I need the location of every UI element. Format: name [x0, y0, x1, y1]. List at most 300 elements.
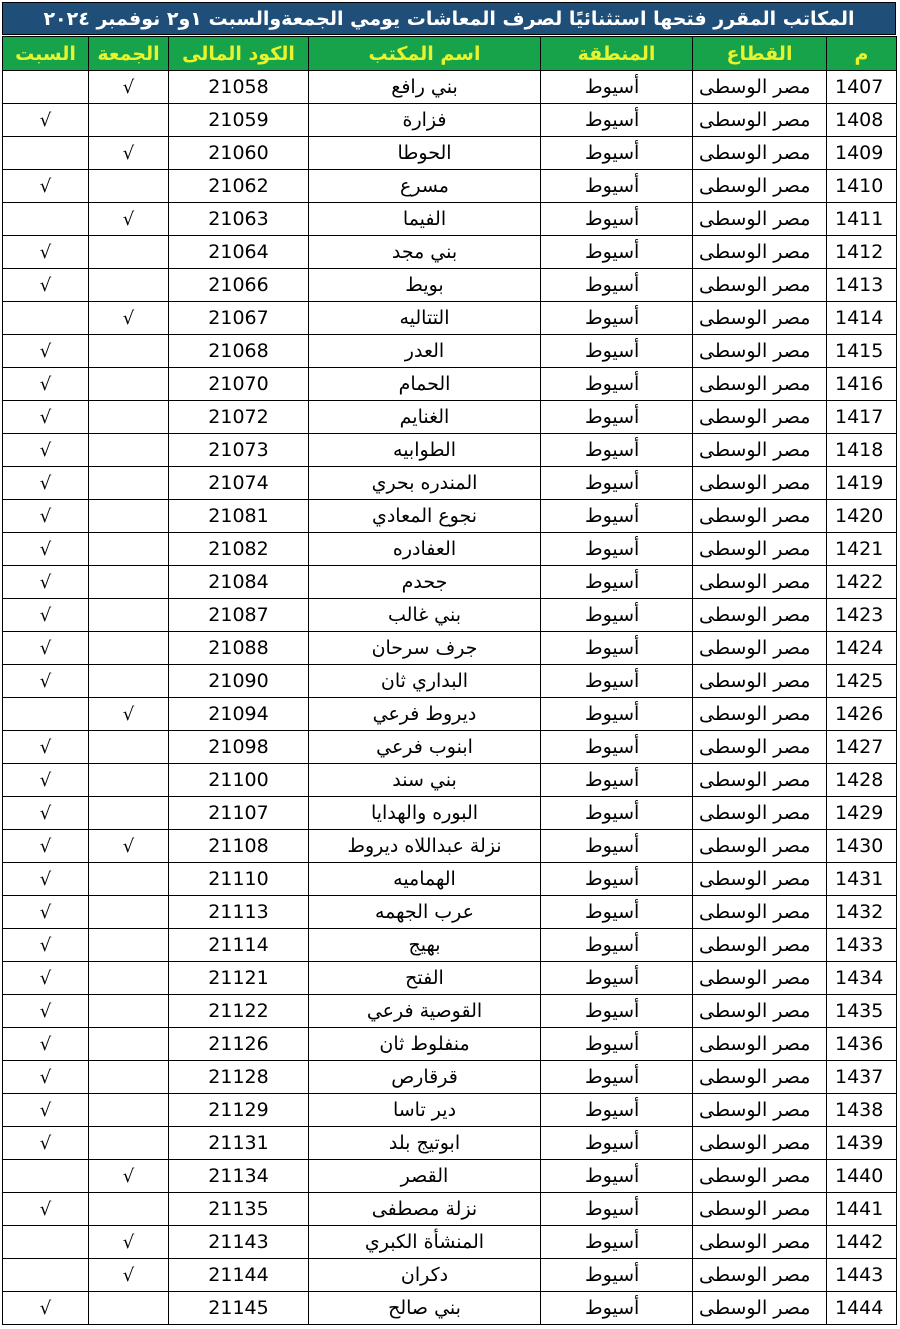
cell-num: 1430 [827, 830, 897, 863]
cell-friday [89, 731, 169, 764]
cell-num: 1425 [827, 665, 897, 698]
cell-saturday: √ [3, 1094, 89, 1127]
table-row [3, 962, 897, 995]
cell-friday [89, 1193, 169, 1226]
cell-saturday: √ [3, 599, 89, 632]
header-num: م [827, 37, 897, 71]
cell-region: أسيوط [541, 797, 693, 830]
cell-sector: مصر الوسطى [693, 137, 827, 170]
table-row [3, 236, 897, 269]
cell-saturday: √ [3, 929, 89, 962]
cell-code: 21122 [169, 995, 309, 1028]
table-row [3, 764, 897, 797]
cell-friday [89, 929, 169, 962]
cell-region: أسيوط [541, 995, 693, 1028]
header-sector: القطاع [693, 37, 827, 71]
cell-num: 1442 [827, 1226, 897, 1259]
cell-code: 21074 [169, 467, 309, 500]
cell-code: 21064 [169, 236, 309, 269]
cell-sector: مصر الوسطى [693, 1028, 827, 1061]
table-row [3, 533, 897, 566]
cell-sector: مصر الوسطى [693, 1061, 827, 1094]
cell-office: المندره بحري [309, 467, 541, 500]
cell-friday [89, 434, 169, 467]
cell-num: 1418 [827, 434, 897, 467]
cell-sector: مصر الوسطى [693, 500, 827, 533]
table-row [3, 1028, 897, 1061]
cell-num: 1412 [827, 236, 897, 269]
cell-saturday: √ [3, 533, 89, 566]
cell-friday [89, 599, 169, 632]
table-row [3, 1193, 897, 1226]
cell-friday [89, 995, 169, 1028]
cell-friday: √ [89, 137, 169, 170]
table-row [3, 1160, 897, 1193]
cell-num: 1434 [827, 962, 897, 995]
cell-saturday: √ [3, 566, 89, 599]
cell-friday [89, 632, 169, 665]
cell-office: الحمام [309, 368, 541, 401]
cell-code: 21082 [169, 533, 309, 566]
cell-code: 21090 [169, 665, 309, 698]
cell-num: 1421 [827, 533, 897, 566]
cell-region: أسيوط [541, 269, 693, 302]
cell-sector: مصر الوسطى [693, 236, 827, 269]
cell-office: دير تاسا [309, 1094, 541, 1127]
cell-friday: √ [89, 830, 169, 863]
cell-num: 1420 [827, 500, 897, 533]
table-row [3, 995, 897, 1028]
cell-code: 21126 [169, 1028, 309, 1061]
cell-region: أسيوط [541, 1226, 693, 1259]
cell-code: 21068 [169, 335, 309, 368]
cell-region: أسيوط [541, 203, 693, 236]
table-row [3, 71, 897, 104]
cell-sector: مصر الوسطى [693, 269, 827, 302]
cell-office: جرف سرحان [309, 632, 541, 665]
cell-num: 1433 [827, 929, 897, 962]
cell-office: الحوطا [309, 137, 541, 170]
cell-region: أسيوط [541, 1160, 693, 1193]
cell-friday: √ [89, 1259, 169, 1292]
cell-saturday [3, 137, 89, 170]
cell-saturday: √ [3, 731, 89, 764]
cell-office: بهيج [309, 929, 541, 962]
cell-sector: مصر الوسطى [693, 599, 827, 632]
cell-num: 1407 [827, 71, 897, 104]
cell-region: أسيوط [541, 566, 693, 599]
cell-region: أسيوط [541, 764, 693, 797]
cell-code: 21081 [169, 500, 309, 533]
cell-office: العدر [309, 335, 541, 368]
cell-region: أسيوط [541, 434, 693, 467]
cell-code: 21063 [169, 203, 309, 236]
cell-code: 21128 [169, 1061, 309, 1094]
cell-office: فزارة [309, 104, 541, 137]
cell-friday [89, 863, 169, 896]
cell-code: 21129 [169, 1094, 309, 1127]
cell-saturday: √ [3, 1292, 89, 1325]
cell-friday [89, 335, 169, 368]
cell-num: 1426 [827, 698, 897, 731]
cell-saturday: √ [3, 1193, 89, 1226]
cell-sector: مصر الوسطى [693, 1127, 827, 1160]
table-row [3, 335, 897, 368]
cell-saturday: √ [3, 764, 89, 797]
cell-sector: مصر الوسطى [693, 1226, 827, 1259]
cell-region: أسيوط [541, 1127, 693, 1160]
cell-sector: مصر الوسطى [693, 71, 827, 104]
cell-saturday: √ [3, 401, 89, 434]
cell-region: أسيوط [541, 665, 693, 698]
cell-sector: مصر الوسطى [693, 1094, 827, 1127]
cell-friday [89, 1292, 169, 1325]
cell-office: الهماميه [309, 863, 541, 896]
cell-code: 21059 [169, 104, 309, 137]
cell-office: نزلة مصطفى [309, 1193, 541, 1226]
cell-office: بني مجد [309, 236, 541, 269]
cell-sector: مصر الوسطى [693, 104, 827, 137]
cell-code: 21134 [169, 1160, 309, 1193]
cell-saturday: √ [3, 830, 89, 863]
table-row [3, 566, 897, 599]
cell-friday [89, 1061, 169, 1094]
cell-saturday [3, 203, 89, 236]
cell-code: 21098 [169, 731, 309, 764]
cell-code: 21070 [169, 368, 309, 401]
cell-office: دكران [309, 1259, 541, 1292]
cell-office: العفادره [309, 533, 541, 566]
cell-region: أسيوط [541, 104, 693, 137]
cell-num: 1429 [827, 797, 897, 830]
cell-office: المنشأة الكبري [309, 1226, 541, 1259]
cell-code: 21110 [169, 863, 309, 896]
cell-code: 21088 [169, 632, 309, 665]
cell-friday [89, 962, 169, 995]
cell-friday [89, 500, 169, 533]
cell-code: 21113 [169, 896, 309, 929]
cell-sector: مصر الوسطى [693, 962, 827, 995]
cell-region: أسيوط [541, 962, 693, 995]
cell-sector: مصر الوسطى [693, 797, 827, 830]
cell-sector: مصر الوسطى [693, 1259, 827, 1292]
cell-region: أسيوط [541, 335, 693, 368]
cell-region: أسيوط [541, 830, 693, 863]
cell-region: أسيوط [541, 698, 693, 731]
cell-office: بويط [309, 269, 541, 302]
cell-num: 1423 [827, 599, 897, 632]
cell-sector: مصر الوسطى [693, 830, 827, 863]
cell-friday [89, 1028, 169, 1061]
cell-saturday: √ [3, 995, 89, 1028]
cell-office: ابوتيج بلد [309, 1127, 541, 1160]
cell-num: 1444 [827, 1292, 897, 1325]
cell-num: 1443 [827, 1259, 897, 1292]
table-row [3, 137, 897, 170]
cell-saturday: √ [3, 632, 89, 665]
cell-office: بني صالح [309, 1292, 541, 1325]
cell-sector: مصر الوسطى [693, 896, 827, 929]
cell-num: 1409 [827, 137, 897, 170]
cell-code: 21145 [169, 1292, 309, 1325]
cell-friday [89, 1127, 169, 1160]
cell-saturday: √ [3, 863, 89, 896]
table-row [3, 797, 897, 830]
table-row [3, 1061, 897, 1094]
cell-saturday: √ [3, 797, 89, 830]
header-office: اسم المكتب [309, 37, 541, 71]
cell-sector: مصر الوسطى [693, 1292, 827, 1325]
cell-code: 21135 [169, 1193, 309, 1226]
cell-code: 21060 [169, 137, 309, 170]
cell-region: أسيوط [541, 236, 693, 269]
table-row [3, 500, 897, 533]
cell-friday [89, 104, 169, 137]
cell-office: الفتح [309, 962, 541, 995]
cell-code: 21143 [169, 1226, 309, 1259]
cell-sector: مصر الوسطى [693, 863, 827, 896]
cell-saturday [3, 698, 89, 731]
cell-sector: مصر الوسطى [693, 995, 827, 1028]
header-row [3, 37, 897, 71]
cell-num: 1410 [827, 170, 897, 203]
cell-code: 21073 [169, 434, 309, 467]
cell-saturday: √ [3, 368, 89, 401]
cell-code: 21062 [169, 170, 309, 203]
cell-num: 1413 [827, 269, 897, 302]
cell-saturday [3, 71, 89, 104]
cell-office: قرقارص [309, 1061, 541, 1094]
cell-office: ابنوب فرعي [309, 731, 541, 764]
cell-num: 1439 [827, 1127, 897, 1160]
cell-region: أسيوط [541, 1028, 693, 1061]
cell-saturday: √ [3, 1127, 89, 1160]
table-row [3, 302, 897, 335]
cell-code: 21108 [169, 830, 309, 863]
cell-code: 21058 [169, 71, 309, 104]
header-friday: الجمعة [89, 37, 169, 71]
cell-office: الفيما [309, 203, 541, 236]
cell-sector: مصر الوسطى [693, 203, 827, 236]
cell-num: 1435 [827, 995, 897, 1028]
cell-saturday [3, 302, 89, 335]
table-row [3, 731, 897, 764]
offices-table [2, 36, 897, 1325]
cell-friday [89, 896, 169, 929]
cell-office: جحدم [309, 566, 541, 599]
cell-region: أسيوط [541, 1061, 693, 1094]
table-row [3, 434, 897, 467]
table-row [3, 1127, 897, 1160]
cell-office: بني سند [309, 764, 541, 797]
cell-friday: √ [89, 1226, 169, 1259]
cell-region: أسيوط [541, 599, 693, 632]
cell-code: 21087 [169, 599, 309, 632]
cell-code: 21094 [169, 698, 309, 731]
table-row [3, 401, 897, 434]
cell-num: 1438 [827, 1094, 897, 1127]
cell-num: 1408 [827, 104, 897, 137]
cell-friday: √ [89, 203, 169, 236]
cell-saturday: √ [3, 269, 89, 302]
cell-region: أسيوط [541, 1292, 693, 1325]
cell-saturday: √ [3, 467, 89, 500]
cell-region: أسيوط [541, 401, 693, 434]
cell-office: مسرع [309, 170, 541, 203]
cell-office: ديروط فرعي [309, 698, 541, 731]
cell-sector: مصر الوسطى [693, 401, 827, 434]
cell-office: التتاليه [309, 302, 541, 335]
cell-office: القوصية فرعي [309, 995, 541, 1028]
table-row [3, 830, 897, 863]
table-row [3, 1259, 897, 1292]
table-body [3, 71, 897, 1325]
cell-num: 1417 [827, 401, 897, 434]
cell-sector: مصر الوسطى [693, 764, 827, 797]
cell-code: 21131 [169, 1127, 309, 1160]
cell-region: أسيوط [541, 368, 693, 401]
cell-sector: مصر الوسطى [693, 335, 827, 368]
cell-sector: مصر الوسطى [693, 467, 827, 500]
cell-saturday: √ [3, 896, 89, 929]
cell-sector: مصر الوسطى [693, 929, 827, 962]
cell-friday [89, 236, 169, 269]
cell-code: 21066 [169, 269, 309, 302]
cell-saturday [3, 1226, 89, 1259]
cell-friday [89, 401, 169, 434]
cell-saturday: √ [3, 335, 89, 368]
cell-code: 21144 [169, 1259, 309, 1292]
cell-friday [89, 269, 169, 302]
cell-saturday: √ [3, 1028, 89, 1061]
cell-friday [89, 1094, 169, 1127]
header-code: الكود المالى [169, 37, 309, 71]
table-row [3, 170, 897, 203]
cell-office: الطوابيه [309, 434, 541, 467]
cell-sector: مصر الوسطى [693, 368, 827, 401]
cell-friday [89, 533, 169, 566]
cell-friday: √ [89, 302, 169, 335]
cell-friday [89, 170, 169, 203]
cell-region: أسيوط [541, 467, 693, 500]
table-row [3, 467, 897, 500]
cell-saturday: √ [3, 962, 89, 995]
cell-num: 1431 [827, 863, 897, 896]
table-row [3, 896, 897, 929]
sheet-title: المكاتب المقرر فتحها استثنائيًا لصرف المعاشات يومي الجمعةوالسبت ١و٢ نوفمبر ٢٠٢٤ [2, 2, 896, 35]
cell-sector: مصر الوسطى [693, 698, 827, 731]
cell-saturday: √ [3, 500, 89, 533]
cell-saturday [3, 1160, 89, 1193]
cell-region: أسيوط [541, 533, 693, 566]
cell-num: 1436 [827, 1028, 897, 1061]
table-row [3, 368, 897, 401]
cell-office: بني رافع [309, 71, 541, 104]
cell-office: البوره والهدايا [309, 797, 541, 830]
cell-office: عرب الجهمه [309, 896, 541, 929]
table-row [3, 599, 897, 632]
cell-saturday: √ [3, 170, 89, 203]
cell-sector: مصر الوسطى [693, 1193, 827, 1226]
cell-saturday: √ [3, 1061, 89, 1094]
cell-sector: مصر الوسطى [693, 731, 827, 764]
cell-region: أسيوط [541, 1094, 693, 1127]
cell-sector: مصر الوسطى [693, 632, 827, 665]
table-row [3, 665, 897, 698]
cell-saturday [3, 1259, 89, 1292]
cell-friday [89, 467, 169, 500]
cell-region: أسيوط [541, 1193, 693, 1226]
cell-sector: مصر الوسطى [693, 566, 827, 599]
cell-friday [89, 764, 169, 797]
cell-region: أسيوط [541, 863, 693, 896]
cell-num: 1422 [827, 566, 897, 599]
cell-friday [89, 797, 169, 830]
cell-saturday: √ [3, 665, 89, 698]
cell-code: 21121 [169, 962, 309, 995]
header-saturday: السبت [3, 37, 89, 71]
cell-friday [89, 665, 169, 698]
table-row [3, 203, 897, 236]
table-row [3, 698, 897, 731]
cell-region: أسيوط [541, 302, 693, 335]
cell-friday [89, 368, 169, 401]
table-row [3, 863, 897, 896]
cell-sector: مصر الوسطى [693, 434, 827, 467]
cell-friday: √ [89, 1160, 169, 1193]
cell-region: أسيوط [541, 731, 693, 764]
cell-region: أسيوط [541, 137, 693, 170]
cell-code: 21084 [169, 566, 309, 599]
cell-sector: مصر الوسطى [693, 302, 827, 335]
cell-num: 1415 [827, 335, 897, 368]
cell-office: نزلة عبداللاه ديروط [309, 830, 541, 863]
cell-num: 1419 [827, 467, 897, 500]
cell-friday: √ [89, 698, 169, 731]
cell-num: 1428 [827, 764, 897, 797]
cell-num: 1441 [827, 1193, 897, 1226]
cell-code: 21072 [169, 401, 309, 434]
cell-num: 1440 [827, 1160, 897, 1193]
cell-sector: مصر الوسطى [693, 170, 827, 203]
cell-sector: مصر الوسطى [693, 665, 827, 698]
cell-region: أسيوط [541, 71, 693, 104]
cell-code: 21114 [169, 929, 309, 962]
cell-region: أسيوط [541, 632, 693, 665]
table-row [3, 1094, 897, 1127]
cell-sector: مصر الوسطى [693, 533, 827, 566]
table-row [3, 1292, 897, 1325]
cell-friday [89, 566, 169, 599]
cell-office: الغنايم [309, 401, 541, 434]
cell-region: أسيوط [541, 1259, 693, 1292]
cell-office: نجوع المعادي [309, 500, 541, 533]
cell-sector: مصر الوسطى [693, 1160, 827, 1193]
cell-code: 21107 [169, 797, 309, 830]
cell-num: 1414 [827, 302, 897, 335]
header-region: المنطقة [541, 37, 693, 71]
cell-num: 1424 [827, 632, 897, 665]
table-row [3, 104, 897, 137]
cell-office: القصر [309, 1160, 541, 1193]
table-row [3, 1226, 897, 1259]
table-row [3, 929, 897, 962]
cell-saturday: √ [3, 236, 89, 269]
cell-saturday: √ [3, 434, 89, 467]
table-row [3, 632, 897, 665]
cell-num: 1432 [827, 896, 897, 929]
cell-num: 1427 [827, 731, 897, 764]
